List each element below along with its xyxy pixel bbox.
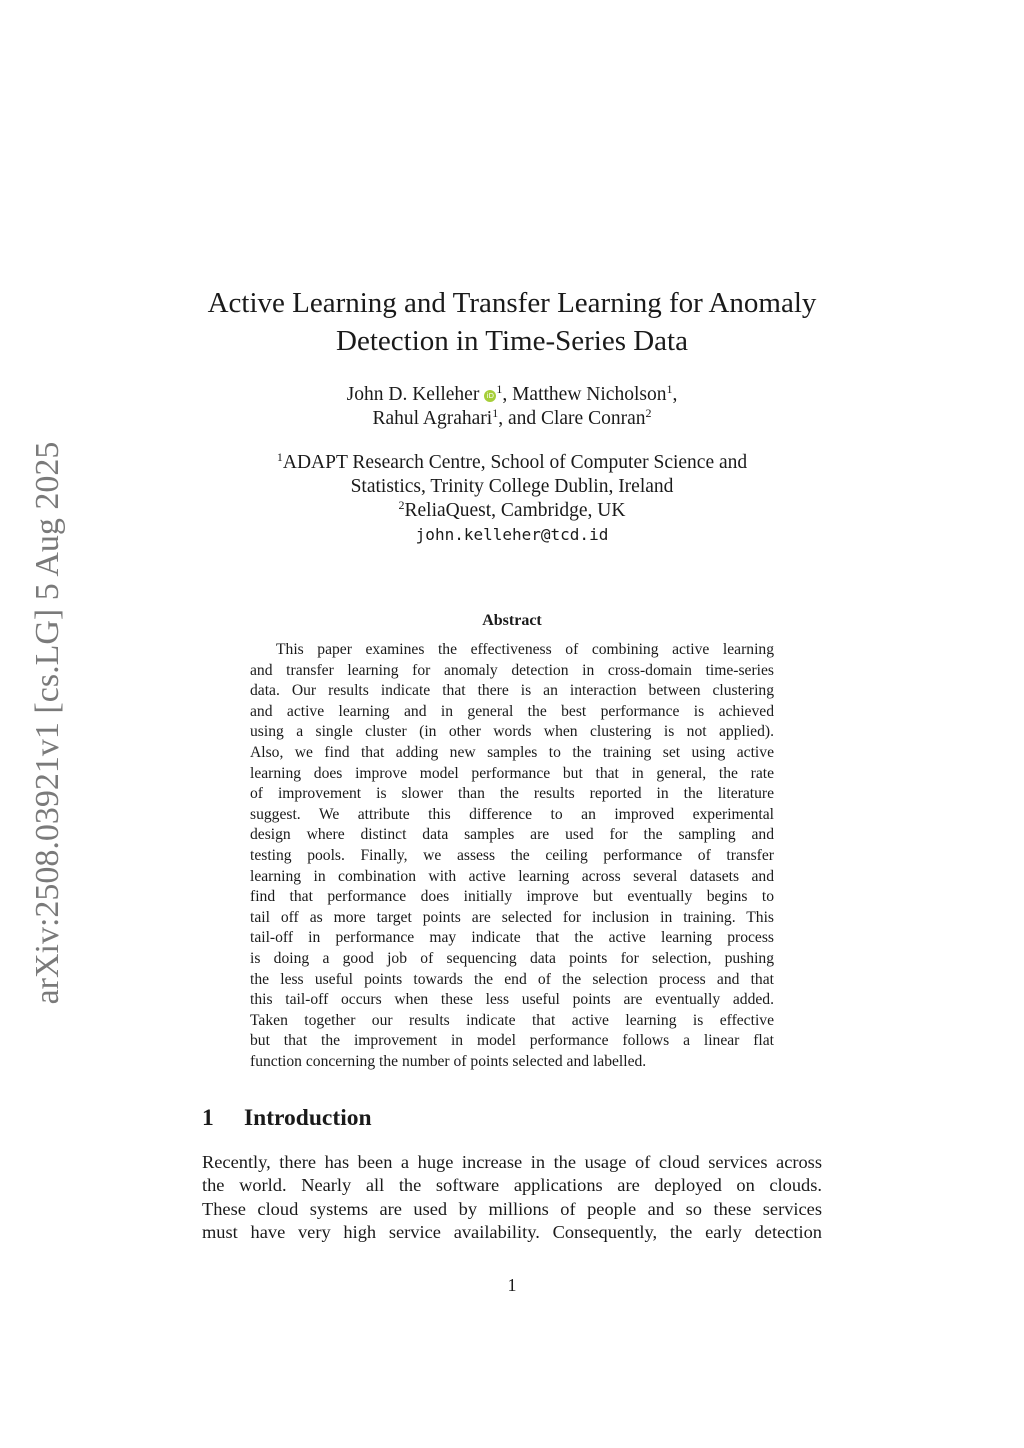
author-affiliation-mark: 1	[492, 406, 499, 420]
author-name: John D. Kelleher	[346, 384, 480, 405]
arxiv-identifier: arXiv:2508.03921v1 [cs.LG] 5 Aug 2025	[29, 441, 66, 1005]
section-heading-introduction	[202, 1103, 824, 1133]
abstract-line: data. Our results indicate that there is an interaction between clustering	[250, 682, 774, 700]
abstract-line: design where distinct data samples are used for the sampling and	[250, 826, 774, 844]
author-line-2	[200, 407, 824, 431]
abstract-line: using a single cluster (in other words when clustering is not applied).	[250, 723, 774, 741]
abstract-body	[250, 640, 774, 1072]
title-line-2: Detection in Time-Series Data	[336, 325, 688, 357]
affiliation-mark: 2	[398, 498, 405, 512]
abstract-heading: Abstract	[482, 612, 542, 629]
affiliation-1-line-2: Statistics, Trinity College Dublin, Ireland	[350, 476, 674, 497]
affiliation-1-line-1	[200, 451, 824, 475]
abstract-line: Also, we find that adding new samples to the training set using active	[250, 743, 774, 761]
abstract-line: learning does improve model performance but that in general, the rate	[250, 764, 774, 782]
abstract-line: suggest. We attribute this difference to an improved experimental	[250, 805, 774, 823]
author-separator: , and	[498, 408, 541, 429]
abstract-line: but that the improvement in model performance follows a linear flat	[250, 1032, 774, 1050]
author-line-1	[200, 383, 824, 407]
affiliation-2	[200, 499, 824, 523]
introduction-body	[202, 1151, 822, 1244]
abstract-line: learning in combination with active learning across several datasets and	[250, 867, 774, 885]
affiliation-text: ADAPT Research Centre, School of Computer Science and	[282, 452, 748, 473]
title-line-1: Active Learning and Transfer Learning for Anomaly	[207, 287, 817, 319]
abstract-line: testing pools. Finally, we assess the ceiling performance of transfer	[250, 846, 774, 864]
body-line: must have very high service availability. Consequently, the early detection	[202, 1221, 822, 1242]
author-name: Clare Conran	[540, 408, 646, 429]
author-separator: ,	[672, 384, 678, 405]
page-number: 1	[507, 1275, 517, 1295]
abstract-line: find that performance does initially improve but eventually begins to	[250, 888, 774, 906]
section-title: Introduction	[244, 1105, 372, 1131]
body-line: Recently, there has been a huge increase in the usage of cloud services across	[202, 1152, 822, 1172]
paper-title	[200, 284, 824, 360]
abstract-line: This paper examines the effectiveness of combining active learning	[276, 641, 774, 658]
abstract-line: and transfer learning for anomaly detection in cross-domain time-series	[250, 661, 774, 679]
contact-email[interactable]: john.kelleher@tcd.id	[415, 525, 609, 544]
author-name: Rahul Agrahari	[372, 408, 493, 429]
abstract-line: and active learning and in general the best performance is achieved	[250, 702, 774, 720]
body-line: the world. Nearly all the software applications are deployed on clouds.	[202, 1175, 822, 1196]
abstract-line: function concerning the number of points selected and labelled.	[250, 1052, 647, 1070]
abstract-line: tail-off in performance may indicate that the active learning process	[250, 929, 774, 947]
author-separator: ,	[502, 384, 513, 405]
abstract-line: tail off as more target points are selected for inclusion in training. This	[250, 908, 774, 926]
author-affiliation-mark: 1	[496, 382, 503, 396]
abstract-line: is doing a good job of sequencing data points for selection, pushing	[250, 949, 774, 967]
abstract-line: this tail-off occurs when these less useful points are eventually added.	[250, 991, 774, 1009]
affiliation-text: ReliaQuest, Cambridge, UK	[404, 500, 626, 521]
abstract-line: of improvement is slower than the results reported in the literature	[250, 785, 774, 803]
section-number: 1	[202, 1105, 214, 1131]
abstract-line: the less useful points towards the end of the selection process and that	[250, 970, 774, 988]
body-line: These cloud systems are used by millions of people and so these services	[202, 1198, 822, 1219]
abstract-line: Taken together our results indicate that active learning is effective	[250, 1011, 774, 1029]
orcid-icon[interactable]: iD	[484, 390, 496, 402]
author-affiliation-mark: 1	[666, 382, 673, 396]
affiliation-mark: 1	[276, 450, 283, 464]
author-name: Matthew Nicholson	[512, 384, 667, 405]
author-affiliation-mark: 2	[645, 406, 652, 420]
affiliations	[200, 451, 824, 547]
author-list	[200, 383, 824, 431]
